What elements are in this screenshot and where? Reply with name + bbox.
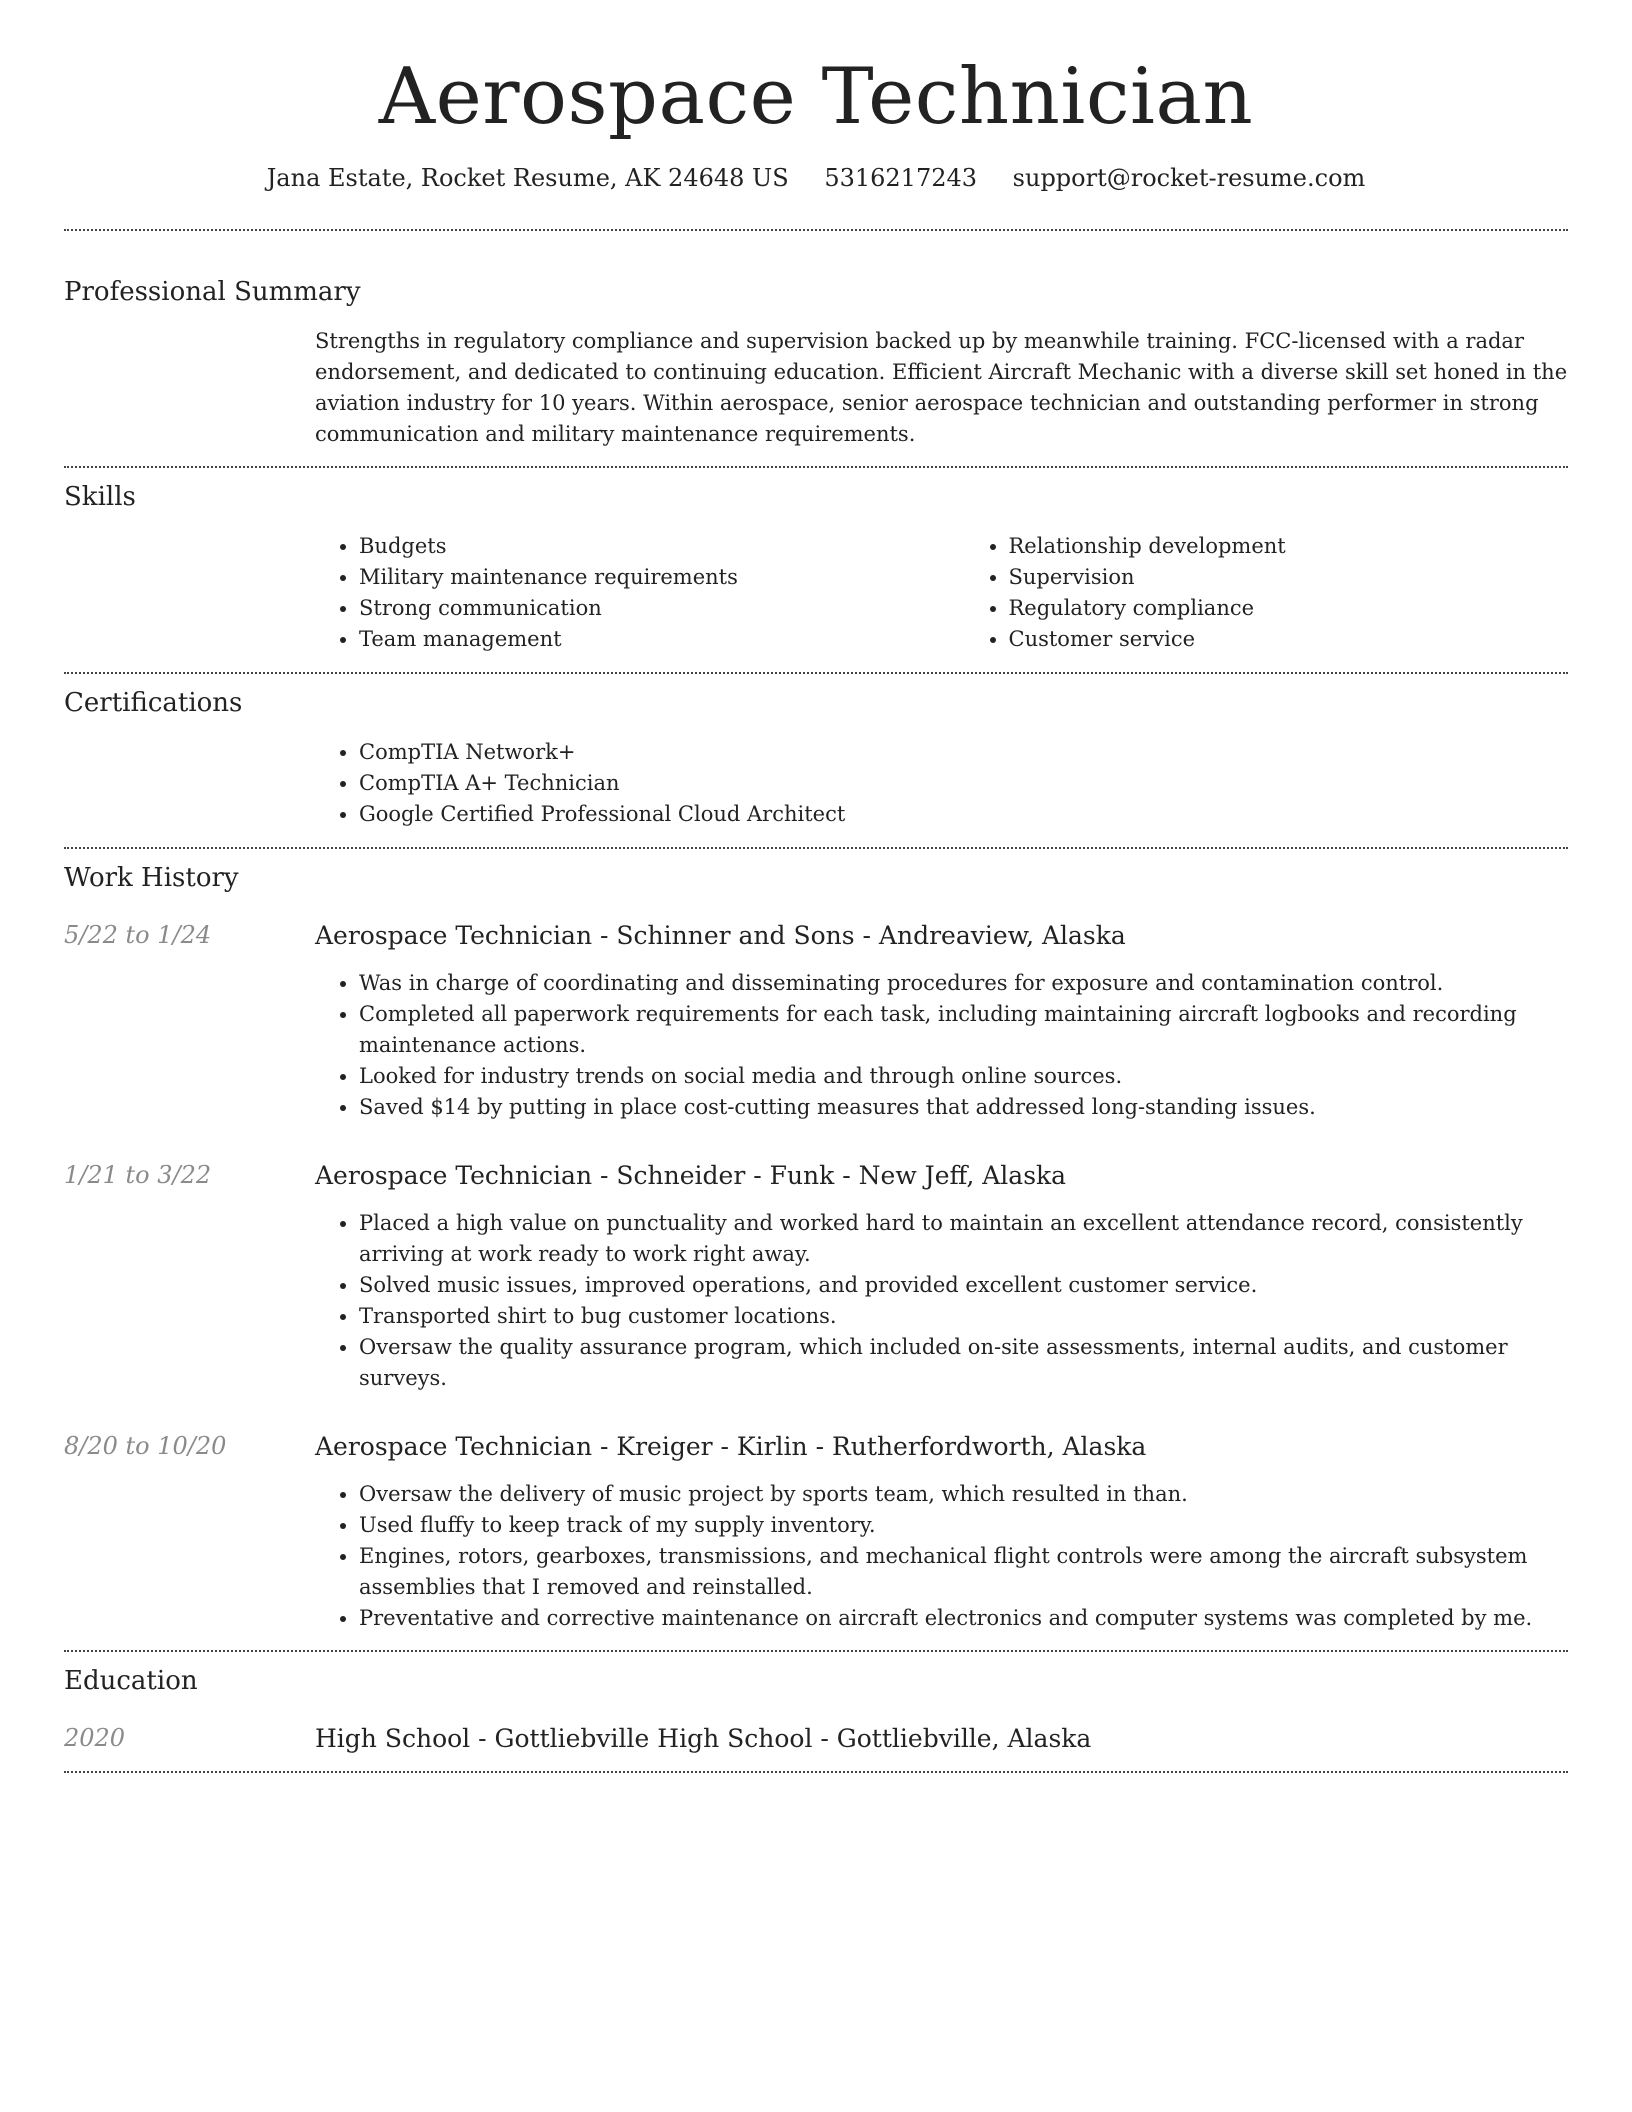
list-item: • Transported shirt to bug customer locations. xyxy=(359,1301,1568,1332)
list-item: • Used fluffy to keep track of my supply inventory. xyxy=(359,1510,1568,1541)
skills-heading: Skills xyxy=(64,481,136,512)
job-bullets xyxy=(315,1479,1568,1634)
certifications-section xyxy=(64,674,1568,830)
skills-list-left xyxy=(315,531,919,655)
education-section xyxy=(64,1652,1568,1751)
certifications-heading: Certifications xyxy=(64,687,243,718)
job-title: Aerospace Technician - Schneider - Funk - New Jeff, Alaska xyxy=(315,1160,1067,1190)
list-item: • Was in charge of coordinating and disseminating procedures for exposure and contamination control. xyxy=(359,968,1568,999)
contact-address: Jana Estate, Rocket Resume, AK 24648 US xyxy=(266,164,789,192)
list-item: • Supervision xyxy=(1009,562,1569,593)
list-item: • Customer service xyxy=(1009,624,1569,655)
job-entry xyxy=(64,1160,1568,1394)
list-item: • CompTIA A+ Technician xyxy=(359,768,1568,799)
job-entry xyxy=(64,920,1568,1123)
education-entry xyxy=(64,1723,1568,1753)
divider xyxy=(64,1771,1568,1773)
education-heading: Education xyxy=(64,1665,198,1696)
summary-text: Strengths in regulatory compliance and supervision backed up by meanwhile training. FCC-licensed with a radar endorsement, and dedicated to continuing education. Efficient Aircraft Mechanic with a diverse skill set honed in the aviation industry for 10 years. Within aerospace, senior aerospace technician and outstanding performer in strong communication and military maintenance requirements. xyxy=(315,328,1568,446)
list-item: • Regulatory compliance xyxy=(1009,593,1569,624)
list-item: • Engines, rotors, gearboxes, transmissions, and mechanical flight controls were among the aircraft subsystem assemblies that I removed and reinstalled. xyxy=(359,1541,1568,1603)
list-item: • Oversaw the delivery of music project by sports team, which resulted in than. xyxy=(359,1479,1568,1510)
list-item: • Team management xyxy=(359,624,919,655)
list-item: • Strong communication xyxy=(359,593,919,624)
education-date: 2020 xyxy=(64,1723,126,1752)
list-item: • Relationship development xyxy=(1009,531,1569,562)
job-entry xyxy=(64,1431,1568,1634)
list-item: • Placed a high value on punctuality and worked hard to maintain an excellent attendance record, consistently arriving at work ready to work right away. xyxy=(359,1208,1568,1270)
resume-page xyxy=(64,0,1568,1773)
job-dates: 8/20 to 10/20 xyxy=(64,1431,227,1460)
education-title: High School - Gottliebville High School - Gottliebville, Alaska xyxy=(315,1723,1092,1753)
list-item: • Completed all paperwork requirements for each task, including maintaining aircraft logbooks and recording maintenance actions. xyxy=(359,999,1568,1061)
job-bullets xyxy=(315,1208,1568,1394)
contact-phone: 5316217243 xyxy=(824,164,978,192)
skills-section xyxy=(64,468,1568,655)
list-item: • Oversaw the quality assurance program, which included on-site assessments, internal audits, and customer surveys. xyxy=(359,1332,1568,1394)
summary-heading: Professional Summary xyxy=(64,276,361,307)
contact-line xyxy=(64,164,1568,193)
certifications-list xyxy=(315,737,1568,830)
list-item: • Saved $14 by putting in place cost-cutting measures that addressed long-standing issues. xyxy=(359,1092,1568,1123)
list-item: • Military maintenance requirements xyxy=(359,562,919,593)
skills-list-right xyxy=(965,531,1569,655)
work-history-heading: Work History xyxy=(64,862,239,893)
job-bullets xyxy=(315,968,1568,1123)
list-item: • Looked for industry trends on social media and through online sources. xyxy=(359,1061,1568,1092)
job-title: Aerospace Technician - Schinner and Sons - Andreaview, Alaska xyxy=(315,920,1126,950)
list-item: • Budgets xyxy=(359,531,919,562)
job-dates: 5/22 to 1/24 xyxy=(64,920,212,949)
contact-email: support@rocket-resume.com xyxy=(1012,164,1366,192)
list-item: • Preventative and corrective maintenance on aircraft electronics and computer systems was completed by me. xyxy=(359,1603,1568,1634)
list-item: • CompTIA Network+ xyxy=(359,737,1568,768)
job-title: Aerospace Technician - Kreiger - Kirlin - Rutherfordworth, Alaska xyxy=(315,1431,1147,1461)
work-history-section xyxy=(64,849,1568,1634)
summary-section xyxy=(64,231,1568,450)
list-item: • Solved music issues, improved operations, and provided excellent customer service. xyxy=(359,1270,1568,1301)
job-dates: 1/21 to 3/22 xyxy=(64,1160,212,1189)
resume-title: Aerospace Technician xyxy=(378,52,1254,142)
list-item: • Google Certified Professional Cloud Architect xyxy=(359,799,1568,830)
